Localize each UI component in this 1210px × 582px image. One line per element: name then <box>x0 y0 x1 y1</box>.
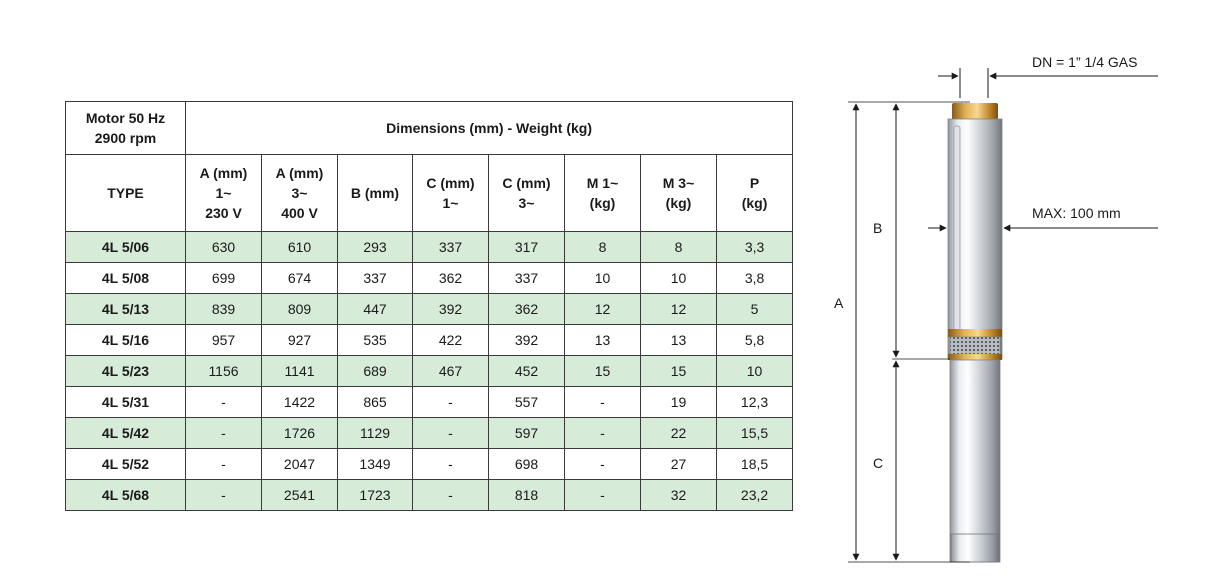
type-cell: 4L 5/31 <box>66 387 186 418</box>
value-cell: 8 <box>565 232 641 263</box>
motor-header-line: Motor 50 Hz <box>85 110 166 126</box>
value-cell: - <box>565 449 641 480</box>
value-cell: 927 <box>262 325 338 356</box>
value-cell: 447 <box>338 294 413 325</box>
value-cell: 809 <box>262 294 338 325</box>
column-header-line: (kg) <box>589 195 616 211</box>
value-cell: - <box>565 387 641 418</box>
brass-ring <box>948 329 1002 337</box>
value-cell: 610 <box>262 232 338 263</box>
table-row <box>66 356 793 387</box>
value-cell: 1726 <box>262 418 338 449</box>
value-cell: 10 <box>717 356 793 387</box>
dimension-b <box>873 104 896 357</box>
value-cell: 2047 <box>262 449 338 480</box>
dimension-a <box>834 104 856 560</box>
table-row <box>66 294 793 325</box>
column-header-line: C (mm) <box>502 175 551 191</box>
value-cell: 674 <box>262 263 338 294</box>
column-header-line: 3~ <box>291 185 308 201</box>
column-header-line: 230 V <box>205 205 242 221</box>
value-cell: 10 <box>641 263 717 294</box>
table-row <box>66 232 793 263</box>
column-header-line: B (mm) <box>350 185 400 201</box>
column-header-line: A (mm) <box>275 165 324 181</box>
label-c: C <box>873 455 884 471</box>
type-cell: 4L 5/16 <box>66 325 186 356</box>
value-cell: 12 <box>565 294 641 325</box>
value-cell: 392 <box>489 325 565 356</box>
value-cell: 535 <box>338 325 413 356</box>
label-b: B <box>873 220 883 236</box>
motor-base <box>951 534 999 562</box>
value-cell: - <box>186 449 262 480</box>
column-header-line: 1~ <box>442 195 459 211</box>
column-header <box>262 155 338 232</box>
value-cell: 12,3 <box>717 387 793 418</box>
type-cell: 4L 5/52 <box>66 449 186 480</box>
type-header: TYPE <box>66 155 186 232</box>
table-row <box>66 263 793 294</box>
value-cell: - <box>565 418 641 449</box>
type-cell: 4L 5/06 <box>66 232 186 263</box>
value-cell: 13 <box>641 325 717 356</box>
column-header-line: 400 V <box>281 205 318 221</box>
value-cell: 557 <box>489 387 565 418</box>
column-header-line: 3~ <box>518 195 535 211</box>
value-cell: - <box>186 418 262 449</box>
value-cell: 32 <box>641 480 717 511</box>
pump-dimension-diagram <box>820 40 1200 582</box>
column-header-line: P <box>749 175 760 191</box>
dimension-c <box>873 361 896 560</box>
pump-illustration <box>948 103 1002 562</box>
value-cell: 452 <box>489 356 565 387</box>
table-row <box>66 449 793 480</box>
value-cell: 2541 <box>262 480 338 511</box>
value-cell: 317 <box>489 232 565 263</box>
column-header-line: M 3~ <box>662 175 695 191</box>
value-cell: 422 <box>413 325 489 356</box>
value-cell: - <box>565 480 641 511</box>
value-cell: 15 <box>641 356 717 387</box>
value-cell: 293 <box>338 232 413 263</box>
type-cell: 4L 5/23 <box>66 356 186 387</box>
value-cell: - <box>413 418 489 449</box>
intake-screen <box>950 337 1000 355</box>
value-cell: 15,5 <box>717 418 793 449</box>
table-body <box>66 232 793 511</box>
column-header-line: (kg) <box>665 195 692 211</box>
value-cell: 10 <box>565 263 641 294</box>
value-cell: 27 <box>641 449 717 480</box>
value-cell: 1349 <box>338 449 413 480</box>
value-cell: 392 <box>413 294 489 325</box>
max-label: MAX: 100 mm <box>1032 205 1121 221</box>
column-header-line: M 1~ <box>586 175 619 191</box>
value-cell: 1156 <box>186 356 262 387</box>
type-cell: 4L 5/42 <box>66 418 186 449</box>
motor-header <box>66 102 186 155</box>
value-cell: 12 <box>641 294 717 325</box>
value-cell: 15 <box>565 356 641 387</box>
type-cell: 4L 5/13 <box>66 294 186 325</box>
type-cell: 4L 5/08 <box>66 263 186 294</box>
dimensions-table <box>65 101 793 511</box>
brass-ring <box>948 354 1002 360</box>
value-cell: 1723 <box>338 480 413 511</box>
value-cell: 1422 <box>262 387 338 418</box>
value-cell: 22 <box>641 418 717 449</box>
motor-header-line: 2900 rpm <box>94 130 157 146</box>
table-row <box>66 418 793 449</box>
value-cell: 699 <box>186 263 262 294</box>
table-row <box>66 325 793 356</box>
column-header-line: A (mm) <box>199 165 248 181</box>
column-header <box>413 155 489 232</box>
value-cell: 3,8 <box>717 263 793 294</box>
value-cell: 18,5 <box>717 449 793 480</box>
motor-body <box>950 360 1000 562</box>
value-cell: 362 <box>489 294 565 325</box>
value-cell: 23,2 <box>717 480 793 511</box>
column-header <box>717 155 793 232</box>
value-cell: - <box>413 449 489 480</box>
value-cell: 630 <box>186 232 262 263</box>
dn-label: DN = 1” 1/4 GAS <box>1032 54 1138 70</box>
value-cell: - <box>186 480 262 511</box>
value-cell: 362 <box>413 263 489 294</box>
table-row <box>66 480 793 511</box>
value-cell: 3,3 <box>717 232 793 263</box>
value-cell: 818 <box>489 480 565 511</box>
label-a: A <box>834 295 844 311</box>
column-header <box>338 155 413 232</box>
column-header-line: 1~ <box>215 185 232 201</box>
value-cell: - <box>413 387 489 418</box>
dn-dimension <box>938 54 1158 98</box>
type-cell: 4L 5/68 <box>66 480 186 511</box>
value-cell: 337 <box>413 232 489 263</box>
dimensions-header: Dimensions (mm) - Weight (kg) <box>186 102 793 155</box>
value-cell: 337 <box>489 263 565 294</box>
value-cell: 467 <box>413 356 489 387</box>
column-header <box>489 155 565 232</box>
value-cell: 597 <box>489 418 565 449</box>
value-cell: 689 <box>338 356 413 387</box>
table-row <box>66 387 793 418</box>
outlet-fitting <box>952 103 998 120</box>
value-cell: 5,8 <box>717 325 793 356</box>
value-cell: 8 <box>641 232 717 263</box>
column-header <box>641 155 717 232</box>
value-cell: - <box>413 480 489 511</box>
column-header-line: (kg) <box>741 195 768 211</box>
value-cell: 5 <box>717 294 793 325</box>
column-header <box>565 155 641 232</box>
value-cell: 19 <box>641 387 717 418</box>
value-cell: 839 <box>186 294 262 325</box>
value-cell: 865 <box>338 387 413 418</box>
value-cell: 1141 <box>262 356 338 387</box>
value-cell: - <box>186 387 262 418</box>
column-header <box>186 155 262 232</box>
value-cell: 337 <box>338 263 413 294</box>
value-cell: 957 <box>186 325 262 356</box>
value-cell: 13 <box>565 325 641 356</box>
value-cell: 698 <box>489 449 565 480</box>
value-cell: 1129 <box>338 418 413 449</box>
column-header-line: C (mm) <box>426 175 475 191</box>
cable-guard <box>954 126 960 334</box>
